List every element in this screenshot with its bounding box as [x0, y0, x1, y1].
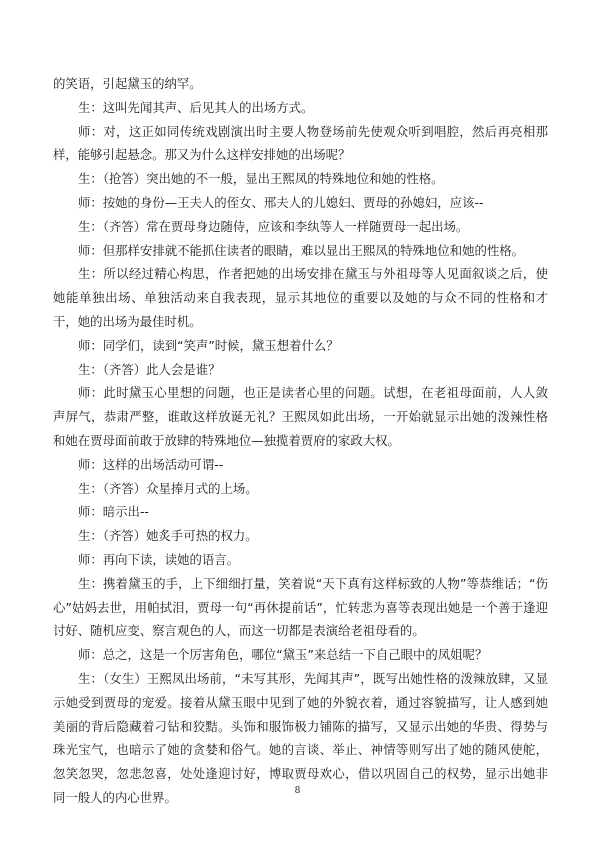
paragraph: 生：（抢答）突出她的不一般，显出王熙凤的特殊地位和她的性格。 [78, 171, 444, 187]
paragraph: 生：所以经过精心构思，作者把她的出场安排在黛玉与外祖母等人见面叙谈之后，使她能单独出场、单独活动来自我表现，显示其地位的重要以及她的与众不同的性格和才干，她的出场为最佳时机。 [53, 266, 548, 329]
paragraph: 师：总之，这是一个厉害角色，哪位“黛玉”来总结一下自己眼中的凤姐呢？ [78, 647, 488, 663]
paragraph: 师：此时黛玉心里想的问题，也正是读者心里的问题。试想，在老祖母面前，人人敛声屏气，恭肃严整，谁敢这样放诞无礼？王熙凤如此出场，一开始就显示出她的泼辣性格和她在贾母面前敢于放肆的特殊地位—独揽着贾府的家政大权。 [53, 385, 548, 448]
paragraph: 生：（齐答）常在贾母身边随侍，应该和李纨等人一样随贾母一起出场。 [78, 218, 469, 234]
paragraph: 师：同学们，读到“笑声”时候，黛玉想着什么？ [78, 337, 339, 353]
paragraph: 生：（齐答）此人会是谁？ [78, 361, 221, 377]
paragraph: 生：（齐答）众星捧月式的上场。 [78, 480, 258, 496]
paragraph: 师：再向下读，读她的语言。 [78, 551, 240, 567]
paragraph: 生：这叫先闻其声、后见其人的出场方式。 [78, 99, 314, 115]
page-number: 8 [294, 786, 301, 796]
document-body [53, 72, 548, 810]
paragraph: 师：暗示出-- [78, 504, 149, 520]
paragraph: 师：按她的身份—王夫人的侄女、邢夫人的儿媳妇、贾母的孙媳妇，应该-- [78, 194, 484, 210]
paragraph: 生：（齐答）她炙手可热的权力。 [78, 528, 258, 544]
paragraph: 师：但那样安排就不能抓住读者的眼睛，难以显出王熙凤的特殊地位和她的性格。 [78, 242, 525, 258]
paragraph: 师：对，这正如同传统戏剧演出时主要人物登场前先使观众听到唱腔，然后再亮相那样，能够引起悬念。那又为什么这样安排她的出场呢？ [53, 123, 548, 163]
paragraph: 师：这样的出场活动可谓-- [78, 456, 224, 472]
paragraph: 生：（女生）王熙凤出场前，“未写其形，先闻其声”，既写出她性格的泼辣放肆，又显示她受到贾母的宠爱。接着从黛玉眼中见到了她的外貌衣着，通过容貌描写，让人感到她美丽的背后隐藏着刁钻和狡黠。头饰和服饰极力铺陈的描写，又显示出她的华贵、得势与珠光宝气，也暗示了她的贪婪和俗气。她的言谈、举止、神情等则写出了她的随风使舵，忽笑忽哭，忽悲忽喜，处处逢迎讨好，博取贾母欢心，借以巩固自己的权势，显示出她非同一般人的内心世界。 [53, 670, 548, 805]
paragraph: 的笑语，引起黛玉的纳罕。 [53, 76, 202, 91]
paragraph: 生：携着黛玉的手，上下细细打量，笑着说“天下真有这样标致的人物”等恭维话；“伤心”姑妈去世，用帕拭泪，贾母一句“再休提前话”，忙转悲为喜等表现出她是一个善于逢迎讨好、随机应变、察言观色的人，而这一切都是表演给老祖母看的。 [53, 575, 548, 639]
